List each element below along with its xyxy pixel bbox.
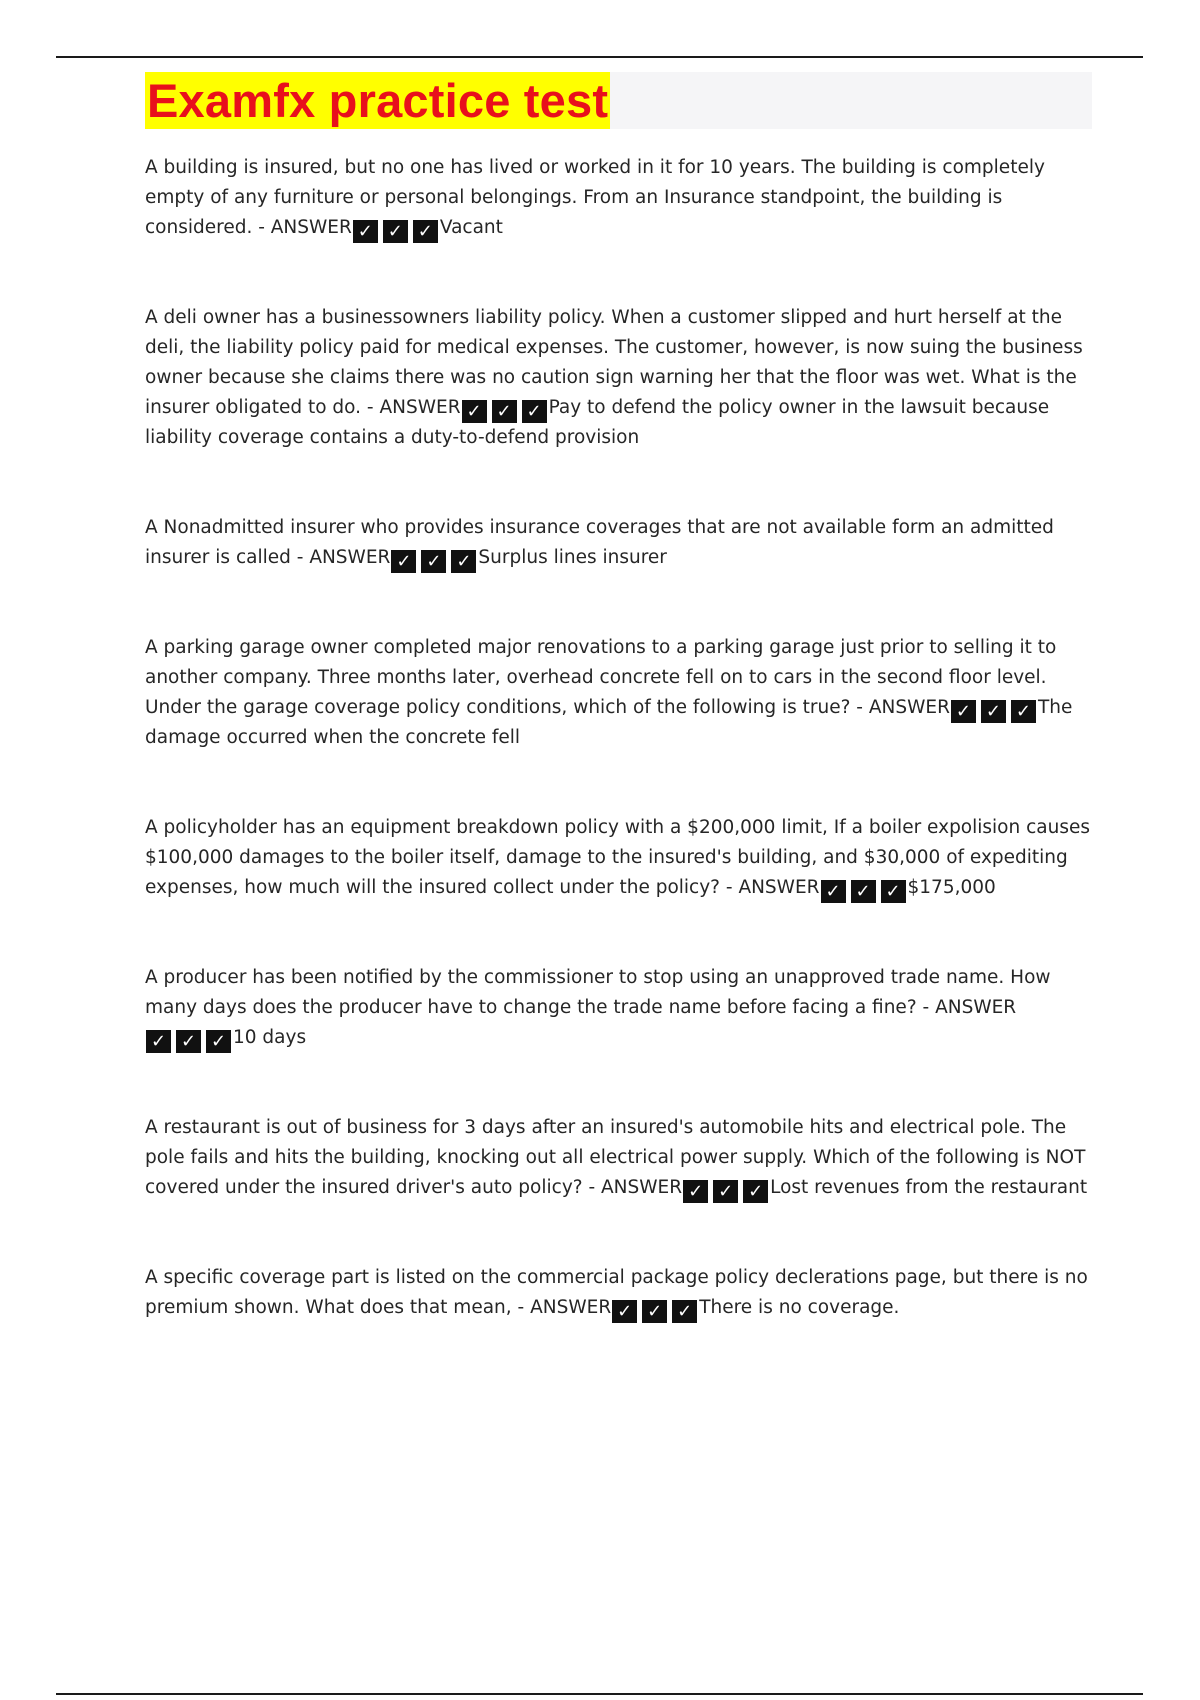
answer-label: ANSWER xyxy=(601,1177,683,1198)
check-icon xyxy=(743,1180,768,1203)
check-icon xyxy=(881,880,906,903)
answer-checks xyxy=(353,220,438,243)
question-text: A specific coverage part is listed on the commercial package policy declerations page, but there is no premium shown. What does that mean, - xyxy=(145,1267,1088,1318)
check-icon xyxy=(383,220,408,243)
question-text: A parking garage owner completed major renovations to a parking garage just prior to selling it to another company. Three months later, overhead concrete fell on to cars in the second floor level. Under the garage coverage policy conditions, which of the following is true? - xyxy=(145,637,1057,718)
check-icon xyxy=(391,550,416,573)
qa-item xyxy=(145,1113,1095,1203)
check-icon xyxy=(642,1300,667,1323)
check-icon xyxy=(821,880,846,903)
check-icon xyxy=(206,1030,231,1053)
qa-item xyxy=(145,513,1095,573)
check-icon xyxy=(981,700,1006,723)
answer-checks xyxy=(146,1030,231,1053)
check-icon xyxy=(522,400,547,423)
qa-item xyxy=(145,1263,1095,1323)
question-text: A building is insured, but no one has lived or worked in it for 10 years. The building is completely empty of any furniture or personal belongings. From an Insurance standpoint, the building is considered. - xyxy=(145,157,1045,238)
qa-item xyxy=(145,303,1095,453)
check-icon xyxy=(951,700,976,723)
answer-text: The damage occurred when the concrete fell xyxy=(145,697,1073,748)
check-icon xyxy=(451,550,476,573)
qa-item xyxy=(145,813,1095,903)
answer-checks xyxy=(951,700,1036,723)
check-icon xyxy=(421,550,446,573)
qa-list xyxy=(145,153,1095,1383)
answer-checks xyxy=(612,1300,697,1323)
answer-label: ANSWER xyxy=(530,1297,612,1318)
check-icon xyxy=(176,1030,201,1053)
answer-text: Surplus lines insurer xyxy=(478,547,667,568)
answer-text: There is no coverage. xyxy=(699,1297,900,1318)
check-icon xyxy=(462,400,487,423)
check-icon xyxy=(1011,700,1036,723)
qa-item xyxy=(145,633,1095,753)
answer-checks xyxy=(391,550,476,573)
question-text: A policyholder has an equipment breakdown policy with a $200,000 limit, If a boiler expolision causes $100,000 damages to the boiler itself, damage to the insured's building, and $30,000 of expediting expenses, how much will the insured collect under the policy? - xyxy=(145,817,1090,898)
answer-checks xyxy=(462,400,547,423)
check-icon xyxy=(413,220,438,243)
check-icon xyxy=(353,220,378,243)
answer-text: $175,000 xyxy=(907,877,996,898)
question-text: A Nonadmitted insurer who provides insurance coverages that are not available form an admitted insurer is called - xyxy=(145,517,1054,568)
check-icon xyxy=(851,880,876,903)
answer-text: Pay to defend the policy owner in the lawsuit because liability coverage contains a duty-to-defend provision xyxy=(145,397,1050,448)
check-icon xyxy=(713,1180,738,1203)
answer-text: 10 days xyxy=(233,1027,307,1048)
answer-label: ANSWER xyxy=(738,877,820,898)
question-text: A restaurant is out of business for 3 days after an insured's automobile hits and electrical pole. The pole fails and hits the building, knocking out all electrical power supply. Which of the following is NOT covered under the insured driver's auto policy? - xyxy=(145,1117,1086,1198)
question-text: A producer has been notified by the commissioner to stop using an unapproved trade name. How many days does the producer have to change the trade name before facing a fine? - xyxy=(145,967,1051,1018)
check-icon xyxy=(146,1030,171,1053)
answer-label: ANSWER xyxy=(868,697,950,718)
page-title: Examfx practice test xyxy=(147,74,609,127)
question-text: A deli owner has a businessowners liability policy. When a customer slipped and hurt herself at the deli, the liability policy paid for medical expenses. The customer, however, is now suing the business owner because she claims there was no caution sign warning her that the floor was wet. What is the insurer obligated to do. - xyxy=(145,307,1083,418)
check-icon xyxy=(612,1300,637,1323)
answer-text: Lost revenues from the restaurant xyxy=(770,1177,1088,1198)
top-rule xyxy=(56,56,1143,58)
answer-label: ANSWER xyxy=(379,397,461,418)
qa-item xyxy=(145,963,1095,1053)
answer-label: ANSWER xyxy=(309,547,391,568)
answer-checks xyxy=(683,1180,768,1203)
answer-checks xyxy=(821,880,906,903)
check-icon xyxy=(683,1180,708,1203)
answer-label: ANSWER xyxy=(935,997,1017,1018)
answer-label: ANSWER xyxy=(270,217,352,238)
check-icon xyxy=(672,1300,697,1323)
answer-text: Vacant xyxy=(439,217,503,238)
bottom-rule xyxy=(56,1693,1143,1695)
qa-item xyxy=(145,153,1095,243)
check-icon xyxy=(492,400,517,423)
